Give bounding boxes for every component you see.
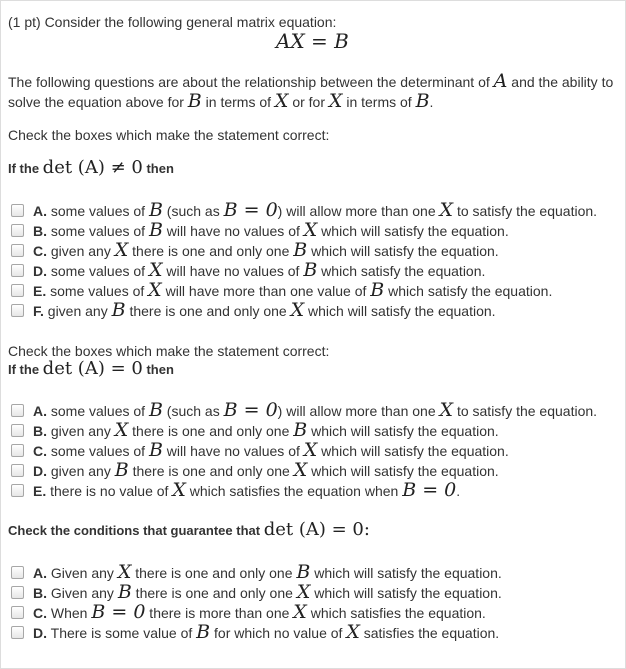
q1-checkbox-f[interactable] bbox=[11, 304, 24, 317]
q3-instruction: Check the conditions that guarantee that det (A) = 0: bbox=[8, 519, 370, 540]
list-item: A. some values of B (such as B = 0) will allow more than one X to satisfy the equation. bbox=[33, 399, 598, 421]
list-item: C. given any X there is one and only one B which will satisfy the equation. bbox=[33, 239, 499, 261]
q1-checkbox-b[interactable] bbox=[11, 224, 24, 237]
list-item: D. There is some value of B for which no value of X satisfies the equation. bbox=[33, 621, 500, 643]
q1-condition: If the det (A) ≠ 0 then bbox=[8, 157, 174, 178]
intro-line-1: The following questions are about the relationship between the determinant of A and the ability to bbox=[8, 70, 614, 92]
list-item: C. some values of B will have no values of X which will satisfy the equation. bbox=[33, 439, 509, 461]
q2-checkbox-a[interactable] bbox=[11, 404, 24, 417]
q2-instruction: Check the boxes which make the statement correct: bbox=[8, 343, 330, 359]
list-item: D. given any B there is one and only one X which will satisfy the equation. bbox=[33, 459, 499, 481]
list-item: C. When B = 0 there is more than one X which satisfies the equation. bbox=[33, 601, 486, 623]
q3-checkbox-d[interactable] bbox=[11, 626, 24, 639]
list-item: F. given any B there is one and only one X which will satisfy the equation. bbox=[33, 299, 496, 321]
q1-checkbox-d[interactable] bbox=[11, 264, 24, 277]
list-item: E. some values of X will have more than one value of B which satisfy the equation. bbox=[33, 279, 553, 301]
q2-checkbox-e[interactable] bbox=[11, 484, 24, 497]
q1-checkbox-a[interactable] bbox=[11, 204, 24, 217]
list-item: D. some values of X will have no values of B which satisfy the equation. bbox=[33, 259, 486, 281]
q2-checkbox-d[interactable] bbox=[11, 464, 24, 477]
q2-checkbox-b[interactable] bbox=[11, 424, 24, 437]
list-item: B. some values of B will have no values of X which will satisfy the equation. bbox=[33, 219, 509, 241]
list-item: B. Given any B there is one and only one X which will satisfy the equation. bbox=[33, 581, 502, 603]
q3-checkbox-a[interactable] bbox=[11, 566, 24, 579]
main-equation: AX = B bbox=[276, 29, 349, 53]
list-item: A. Given any X there is one and only one B which will satisfy the equation. bbox=[33, 561, 502, 583]
q1-instruction: Check the boxes which make the statement correct: bbox=[8, 127, 330, 143]
q1-checkbox-e[interactable] bbox=[11, 284, 24, 297]
q1-checkbox-c[interactable] bbox=[11, 244, 24, 257]
intro-line-2: solve the equation above for B in terms of X or for X in terms of B. bbox=[8, 90, 434, 112]
q3-checkbox-b[interactable] bbox=[11, 586, 24, 599]
list-item: A. some values of B (such as B = 0) will allow more than one X to satisfy the equation. bbox=[33, 199, 598, 221]
q2-checkbox-c[interactable] bbox=[11, 444, 24, 457]
q3-checkbox-c[interactable] bbox=[11, 606, 24, 619]
list-item: B. given any X there is one and only one B which will satisfy the equation. bbox=[33, 419, 499, 441]
points-label: (1 pt) Consider the following general matrix equation: bbox=[8, 14, 337, 30]
list-item: E. there is no value of X which satisfies the equation when B = 0. bbox=[33, 479, 461, 501]
q2-condition: If the det (A) = 0 then bbox=[8, 358, 174, 379]
